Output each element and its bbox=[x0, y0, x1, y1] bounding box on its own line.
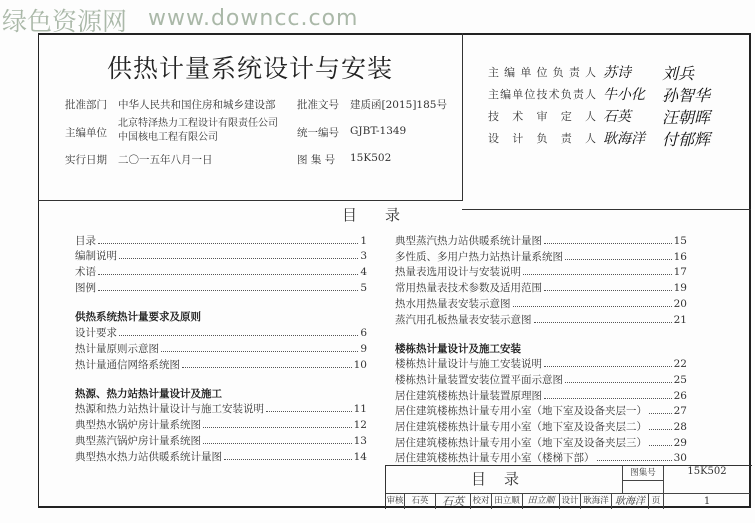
toc-entry[interactable] bbox=[75, 358, 367, 372]
toc-entry[interactable] bbox=[75, 326, 367, 340]
atlas-no-label: 图集号 bbox=[623, 466, 664, 481]
leader-dots bbox=[649, 420, 672, 430]
watermark-text: 绿色资源网 bbox=[2, 7, 128, 36]
handwritten-signature: 石英 bbox=[603, 109, 631, 125]
toc-entry-page: 16 bbox=[673, 251, 687, 263]
toc-entry[interactable] bbox=[395, 297, 687, 311]
leader-dots bbox=[98, 265, 358, 275]
toc-entry[interactable] bbox=[395, 357, 687, 371]
leader-dots bbox=[203, 434, 352, 444]
toc-entry-title: 图例 bbox=[75, 282, 96, 294]
toc-entry-title: 居住建筑楼栋热计量专用小室（地下室及设备夹层三） bbox=[395, 437, 647, 449]
handwritten-signature: 苏诗 bbox=[603, 65, 631, 81]
leader-dots bbox=[224, 450, 352, 460]
toc-entry[interactable] bbox=[75, 434, 367, 448]
toc-entry[interactable] bbox=[395, 404, 687, 418]
toc-entry-title: 典型热水热力站供暖系统计量图 bbox=[75, 451, 222, 463]
toc-entry-title: 热计量原则示意图 bbox=[75, 343, 159, 355]
leader-dots bbox=[544, 389, 672, 399]
toc-entry-title: 居住建筑楼栋热计量专用小室（楼梯下部） bbox=[395, 452, 595, 464]
toc-entry[interactable] bbox=[395, 451, 687, 465]
toc-entry-page: 3 bbox=[360, 250, 367, 262]
atlas-title: 供热计量系统设计与安装 bbox=[106, 54, 393, 83]
toc-entry-title: 目录 bbox=[75, 235, 96, 247]
leader-dots bbox=[98, 234, 358, 244]
toc-entry-title: 蒸汽用孔板热量表安装示意图 bbox=[395, 314, 532, 326]
toc-entry-page: 30 bbox=[673, 452, 687, 464]
toc-entry[interactable] bbox=[395, 234, 687, 248]
atlas-no: 15K502 bbox=[687, 466, 727, 477]
toc-entry-title: 楼栋热计量装置安装位置平面示意图 bbox=[395, 374, 563, 386]
toc-title: 目录 bbox=[342, 206, 429, 224]
toc-entry[interactable] bbox=[75, 281, 367, 295]
toc-entry[interactable] bbox=[395, 389, 687, 403]
toc-entry-title: 典型蒸汽锅炉房计量系统图 bbox=[75, 435, 201, 447]
toc-entry-page: 27 bbox=[673, 405, 687, 417]
leader-dots bbox=[544, 234, 672, 244]
date-label: 实行日期 bbox=[65, 154, 107, 166]
leader-dots bbox=[597, 451, 672, 461]
reviewer: 石英 bbox=[405, 494, 436, 509]
toc-entry-title: 常用热量表技术参数及适用范围 bbox=[395, 282, 542, 294]
toc-entry-title: 术语 bbox=[75, 266, 96, 278]
toc-entry-page: 9 bbox=[360, 343, 367, 355]
toc-entry-page: 26 bbox=[673, 390, 687, 402]
leader-dots bbox=[534, 313, 672, 323]
toc-entry-page: 11 bbox=[353, 403, 367, 415]
leader-dots bbox=[565, 373, 672, 383]
design-label: 设计 bbox=[560, 494, 581, 509]
handwritten-signature: 牛小化 bbox=[603, 87, 645, 103]
toc-entry-page: 14 bbox=[353, 451, 367, 463]
approve-dept-label: 批准部门 bbox=[65, 99, 107, 111]
toc-entry-title: 热量表选用设计与安装说明 bbox=[395, 266, 521, 278]
toc-entry-page: 13 bbox=[353, 435, 367, 447]
checker-signature: 田立顺 bbox=[523, 494, 560, 509]
editor-1: 北京特泽热力工程设计有限责任公司 bbox=[118, 118, 278, 129]
toc-section-heading: 供热系统热计量要求及原则 bbox=[75, 311, 201, 323]
leader-dots bbox=[523, 265, 672, 275]
approve-no-label: 批准文号 bbox=[297, 99, 339, 111]
watermark-url: www.downcc.com bbox=[148, 6, 359, 31]
editor-label: 主编单位 bbox=[65, 127, 107, 139]
handwritten-signature: 孙智华 bbox=[662, 86, 711, 105]
approve-dept: 中华人民共和国住房和城乡建设部 bbox=[118, 99, 276, 111]
toc-entry-title: 编制说明 bbox=[75, 250, 117, 262]
handwritten-signature: 刘兵 bbox=[662, 64, 695, 83]
toc-entry[interactable] bbox=[75, 402, 367, 416]
leader-dots bbox=[649, 436, 672, 446]
atlas-no: 15K502 bbox=[350, 152, 392, 164]
review-label: 审核 bbox=[386, 494, 405, 509]
toc-entry-title: 居住建筑楼栋热计量专用小室（地下室及设备夹层一） bbox=[395, 405, 647, 417]
leader-dots bbox=[544, 281, 672, 291]
leader-dots bbox=[119, 326, 358, 336]
toc-entry-title: 居住建筑楼栋热计量专用小室（地下室及设备夹层二） bbox=[395, 421, 647, 433]
page-label: 页 bbox=[649, 494, 664, 509]
leader-dots bbox=[649, 404, 672, 414]
toc-entry-page: 17 bbox=[673, 266, 687, 278]
toc-entry-page: 28 bbox=[673, 421, 687, 433]
toc-entry-page: 21 bbox=[673, 314, 687, 326]
atlas-no-label: 图 集 号 bbox=[297, 154, 336, 166]
designer: 耿海洋 bbox=[581, 494, 612, 509]
toc-entry[interactable] bbox=[395, 250, 687, 264]
unified-no-label: 统一编号 bbox=[297, 127, 339, 139]
reviewer-signature: 石英 bbox=[436, 494, 471, 509]
leader-dots bbox=[161, 342, 358, 352]
toc-entry-title: 热计量通信网络系统图 bbox=[75, 359, 180, 371]
toc-entry-page: 22 bbox=[673, 358, 687, 370]
toc-entry-page: 1 bbox=[360, 235, 367, 247]
leader-dots bbox=[544, 357, 672, 367]
title-block-name: 目录 bbox=[386, 466, 623, 494]
leader-dots bbox=[203, 418, 352, 428]
toc-entry[interactable] bbox=[395, 373, 687, 387]
divider bbox=[623, 480, 664, 493]
toc-entry[interactable] bbox=[75, 450, 367, 464]
toc-entry-page: 20 bbox=[673, 298, 687, 310]
page-number: 1 bbox=[703, 496, 711, 507]
editor-2: 中国核电工程有限公司 bbox=[118, 132, 218, 143]
title-block bbox=[385, 465, 752, 509]
handwritten-signature: 付郁辉 bbox=[662, 130, 711, 149]
designer-signature: 耿海洋 bbox=[612, 494, 649, 509]
toc-section-heading: 楼栋热计量设计及施工安装 bbox=[395, 343, 521, 355]
toc-entry-title: 热水用热量表安装示意图 bbox=[395, 298, 511, 310]
leader-dots bbox=[513, 297, 672, 307]
toc-entry[interactable] bbox=[395, 281, 687, 295]
toc-entry-title: 典型蒸汽热力站供暖系统计量图 bbox=[395, 235, 542, 247]
toc-entry-title: 典型热水锅炉房计量系统图 bbox=[75, 419, 201, 431]
toc-entry[interactable] bbox=[75, 249, 367, 263]
toc-entry-page: 29 bbox=[673, 437, 687, 449]
signature-role: 主编单位负责人 bbox=[488, 66, 596, 79]
toc-entry-title: 设计要求 bbox=[75, 327, 117, 339]
toc-entry-page: 6 bbox=[360, 327, 367, 339]
toc-entry[interactable] bbox=[75, 342, 367, 356]
toc-entry[interactable] bbox=[75, 234, 367, 248]
toc-entry-page: 10 bbox=[353, 359, 367, 371]
toc-entry-page: 19 bbox=[673, 282, 687, 294]
leader-dots bbox=[565, 250, 672, 260]
toc-entry-title: 居住建筑楼栋热计量装置原理图 bbox=[395, 390, 542, 402]
check-label: 校对 bbox=[471, 494, 492, 509]
checker: 田立顺 bbox=[492, 494, 523, 509]
toc-entry[interactable] bbox=[75, 265, 367, 279]
approve-no: 建质函[2015]185号 bbox=[350, 99, 447, 111]
toc-entry[interactable] bbox=[395, 265, 687, 279]
toc-entry[interactable] bbox=[395, 313, 687, 327]
toc-entry[interactable] bbox=[75, 418, 367, 432]
toc-entry-page: 25 bbox=[673, 374, 687, 386]
toc-entry-title: 热源和热力站热计量设计与施工安装说明 bbox=[75, 403, 264, 415]
toc-entry-page: 15 bbox=[673, 235, 687, 247]
toc-entry[interactable] bbox=[395, 436, 687, 450]
signature-role: 主编单位技术负责人 bbox=[488, 88, 596, 101]
unified-no: GJBT-1349 bbox=[350, 125, 407, 137]
toc-entry-page: 4 bbox=[360, 266, 367, 278]
signature-role: 设计负责人 bbox=[488, 132, 596, 145]
toc-entry[interactable] bbox=[395, 420, 687, 434]
leader-dots bbox=[182, 358, 352, 368]
handwritten-signature: 耿海洋 bbox=[603, 131, 645, 147]
effective-date: 二〇一五年八月一日 bbox=[118, 154, 213, 166]
toc-entry-page: 5 bbox=[360, 282, 367, 294]
handwritten-signature: 汪朝晖 bbox=[662, 108, 711, 127]
leader-dots bbox=[266, 402, 352, 412]
leader-dots bbox=[119, 249, 358, 259]
toc-entry-page: 12 bbox=[353, 419, 367, 431]
signature-role: 技术审定人 bbox=[488, 110, 596, 123]
leader-dots bbox=[98, 281, 358, 291]
toc-entry-title: 多性质、多用户热力站热计量系统图 bbox=[395, 251, 563, 263]
toc-entry-title: 楼栋热计量设计与施工安装说明 bbox=[395, 358, 542, 370]
toc-section-heading: 热源、热力站热计量设计及施工 bbox=[75, 388, 222, 400]
